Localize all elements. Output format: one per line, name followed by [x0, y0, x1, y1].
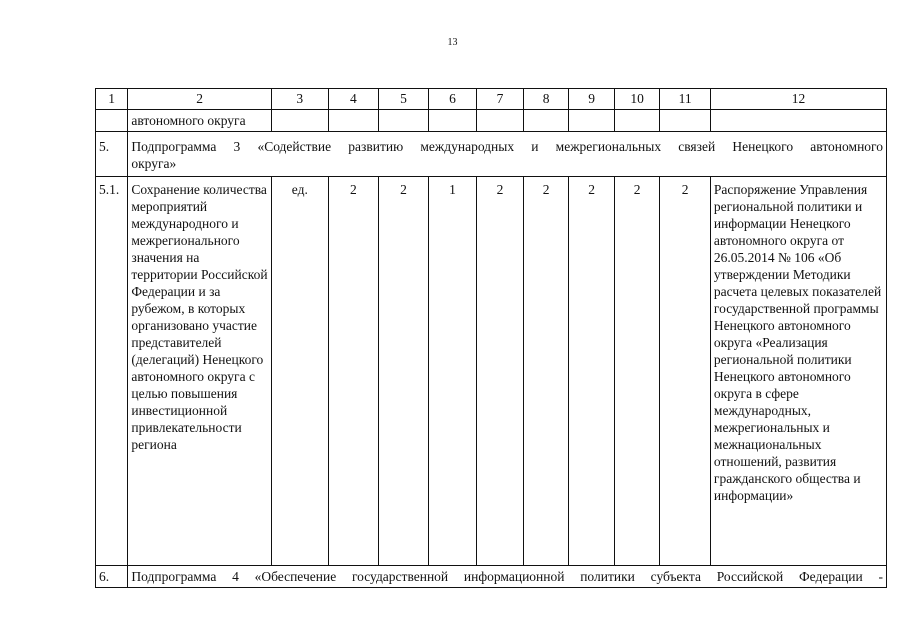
column-number: 12	[710, 89, 886, 110]
indicator-value: 2	[660, 177, 711, 566]
column-number-row	[96, 89, 887, 110]
column-number: 1	[96, 89, 128, 110]
column-number: 5	[379, 89, 429, 110]
indicator-value: 2	[614, 177, 660, 566]
indicator-name: Сохранение количества мероприятий международного и межрегионального значения на территории Российской Федерации и за рубежом, в которых организовано участие представителей (делегаций) Ненецкого автономного округа с целью повышения инвестиционной привлекательности региона	[128, 177, 272, 566]
empty-cell	[428, 110, 477, 132]
column-number: 6	[428, 89, 477, 110]
indicator-value: 2	[523, 177, 569, 566]
indicators-table	[95, 88, 887, 588]
subprogram-3-title-line-2: округа»	[131, 156, 177, 171]
methodology-source: Распоряжение Управления региональной политики и информации Ненецкого автономного округа от 26.05.2014 № 106 «Об утверждении Методики расчета целевых показателей государственной программы Ненецкого автономного округа «Реализация региональной политики Ненецкого автономного округа в сфере международных, межрегиональных и межнациональных отношений, развития гражданского общества и информации»	[710, 177, 886, 566]
row-number: 5.	[96, 132, 128, 177]
row-number: 6.	[96, 566, 128, 588]
empty-cell	[660, 110, 711, 132]
column-number: 4	[328, 89, 379, 110]
column-number: 10	[614, 89, 660, 110]
column-number: 9	[569, 89, 615, 110]
empty-cell	[614, 110, 660, 132]
column-number: 8	[523, 89, 569, 110]
continuation-text: автономного округа	[128, 110, 272, 132]
indicator-value: 2	[379, 177, 429, 566]
empty-cell	[569, 110, 615, 132]
empty-cell	[96, 110, 128, 132]
indicator-value: 2	[477, 177, 524, 566]
subprogram-3-title-line-1: Подпрограмма 3 «Содействие развитию международных и межрегиональных связей Ненецкого автономного	[131, 139, 883, 154]
empty-cell	[271, 110, 328, 132]
subprogram-3-title	[128, 132, 887, 177]
page-number: 13	[447, 37, 458, 48]
empty-cell	[328, 110, 379, 132]
indicator-value: 2	[569, 177, 615, 566]
indicator-value: 2	[328, 177, 379, 566]
column-number: 3	[271, 89, 328, 110]
column-number: 2	[128, 89, 272, 110]
continuation-row	[96, 110, 887, 132]
indicator-value: 1	[428, 177, 477, 566]
subprogram-3-row	[96, 132, 887, 177]
column-number: 11	[660, 89, 711, 110]
empty-cell	[379, 110, 429, 132]
empty-cell	[477, 110, 524, 132]
column-number: 7	[477, 89, 524, 110]
subprogram-4-title: Подпрограмма 4 «Обеспечение государственной информационной политики субъекта Российской Федерации -	[128, 566, 887, 588]
indicator-5-1-row	[96, 177, 887, 566]
unit: ед.	[271, 177, 328, 566]
empty-cell	[710, 110, 886, 132]
row-number: 5.1.	[96, 177, 128, 566]
subprogram-4-row	[96, 566, 887, 588]
empty-cell	[523, 110, 569, 132]
